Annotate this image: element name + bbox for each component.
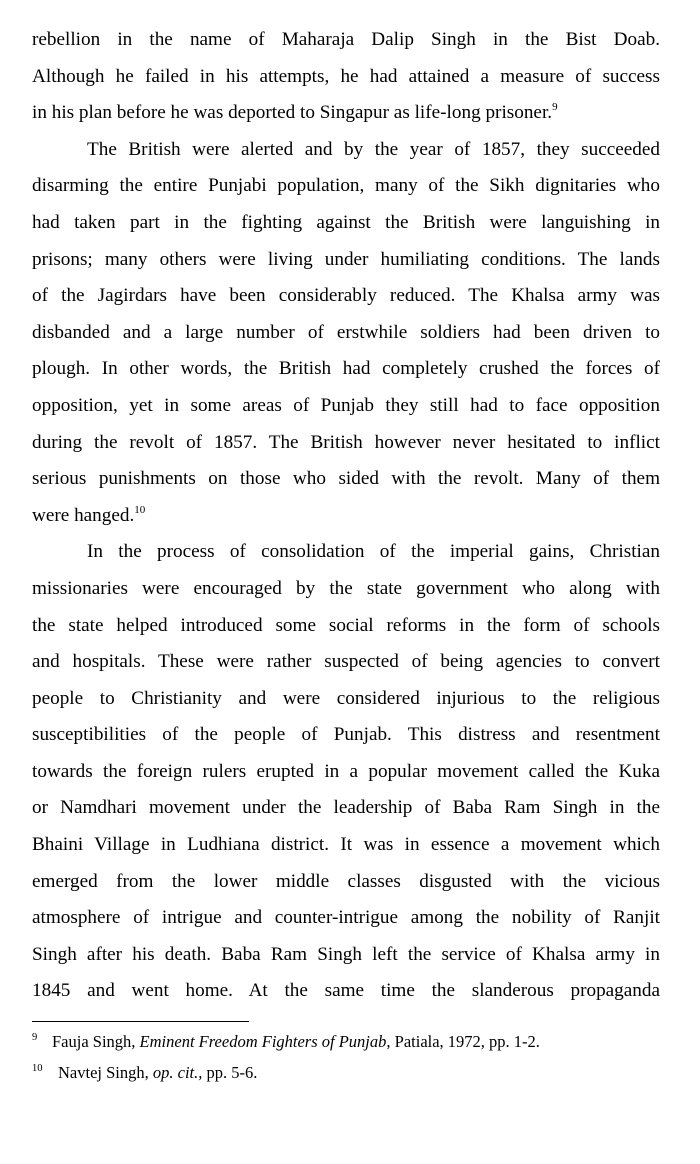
body-line: atmosphere of intrigue and counter-intrigue among the nobility of Ranjit xyxy=(32,907,660,929)
body-line: emerged from the lower middle classes disgusted with the vicious xyxy=(32,870,660,892)
body-line xyxy=(32,498,660,535)
body-line: missionaries were encouraged by the state government who along with xyxy=(32,577,660,599)
footnote-title: op. cit., xyxy=(152,1063,203,1082)
footnote-10: 10 Navtej Singh, op. cit., pp. 5-6. xyxy=(32,1063,258,1082)
footnote-ref-9: 9 xyxy=(552,101,558,114)
footnote-9: 9 Fauja Singh, Eminent Freedom Fighters of Punjab, Patiala, 1972, pp. 1-2. xyxy=(32,1032,540,1051)
body-line-text: were hanged. xyxy=(32,504,135,526)
footnote-author: Fauja Singh, xyxy=(52,1032,136,1051)
footnote-author: Navtej Singh, xyxy=(58,1063,149,1082)
body-line: Bhaini Village in Ludhiana district. It was in essence a movement which xyxy=(32,834,660,856)
footnote-ref-10: 10 xyxy=(134,503,146,516)
footnote-title: Eminent Freedom Fighters of Punjab xyxy=(139,1032,387,1051)
body-line: people to Christianity and were considered injurious to the religious xyxy=(32,687,660,709)
body-line: disarming the entire Punjabi population, many of the Sikh dignitaries who xyxy=(32,175,660,197)
body-line-text: in his plan before he was deported to Singapur as life-long prisoner. xyxy=(32,102,553,124)
body-line: 1845 and went home. At the same time the slanderous propaganda xyxy=(32,980,660,1002)
body-line: The British were alerted and by the year of 1857, they succeeded xyxy=(87,138,660,160)
body-line xyxy=(32,95,660,132)
body-text xyxy=(32,22,660,1010)
body-line: had taken part in the fighting against the British were languishing in xyxy=(32,211,660,233)
footnote-divider xyxy=(32,1021,249,1022)
body-line: of the Jagirdars have been considerably reduced. The Khalsa army was xyxy=(32,285,660,307)
body-line: susceptibilities of the people of Punjab. This distress and resentment xyxy=(32,724,660,746)
body-line: plough. In other words, the British had completely crushed the forces of xyxy=(32,358,660,380)
body-line: the state helped introduced some social reforms in the form of schools xyxy=(32,614,660,636)
body-line: serious punishments on those who sided with the revolt. Many of them xyxy=(32,468,660,490)
body-line: rebellion in the name of Maharaja Dalip Singh in the Bist Doab. xyxy=(32,29,660,50)
body-line: opposition, yet in some areas of Punjab they still had to face opposition xyxy=(32,394,660,416)
body-line: Although he failed in his attempts, he had attained a measure of success xyxy=(32,65,660,87)
body-line: or Namdhari movement under the leadership of Baba Ram Singh in the xyxy=(32,797,660,819)
body-line: during the revolt of 1857. The British however never hesitated to inflict xyxy=(32,431,660,453)
body-line: prisons; many others were living under humiliating conditions. The lands xyxy=(32,248,660,270)
footnotes xyxy=(32,1028,660,1090)
body-line: In the process of consolidation of the imperial gains, Christian xyxy=(87,541,660,563)
body-line: Singh after his death. Baba Ram Singh left the service of Khalsa army in xyxy=(32,943,660,965)
body-line: towards the foreign rulers erupted in a popular movement called the Kuka xyxy=(32,760,660,782)
footnote-rest: pp. 5-6. xyxy=(202,1063,258,1082)
body-line: disbanded and a large number of erstwhile soldiers had been driven to xyxy=(32,321,660,343)
body-line: and hospitals. These were rather suspected of being agencies to convert xyxy=(32,651,660,673)
footnote-rest: , Patiala, 1972, pp. 1-2. xyxy=(386,1032,540,1051)
